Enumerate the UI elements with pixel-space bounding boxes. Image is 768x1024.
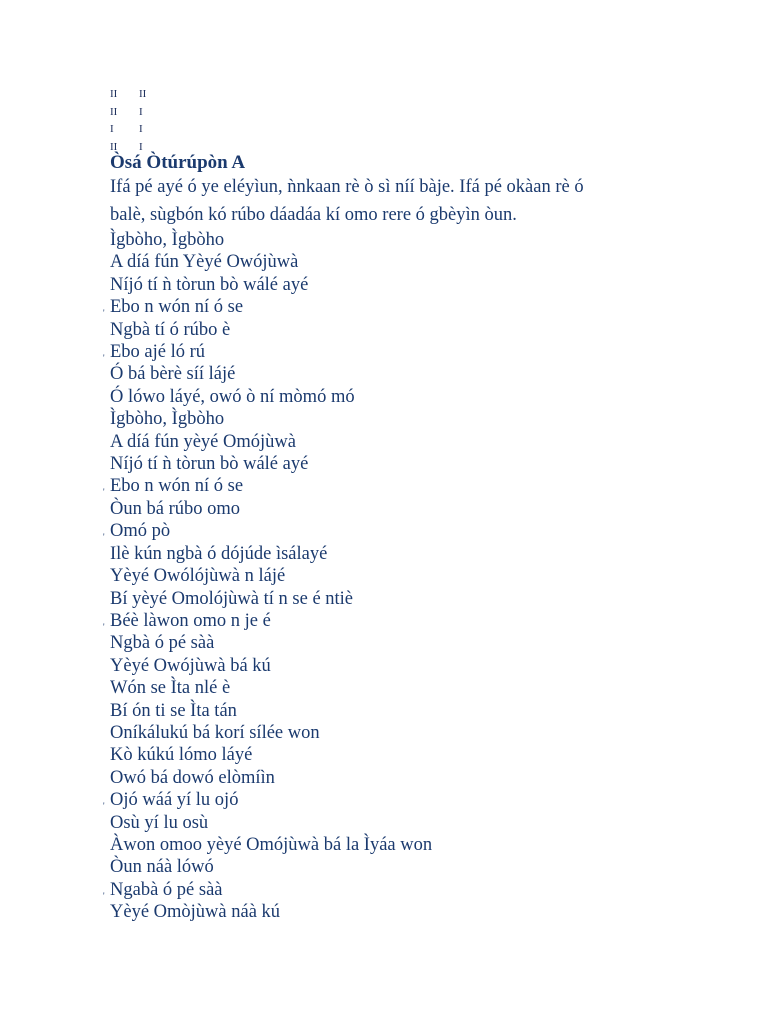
section-heading: Òsá Òtúrúpòn A: [110, 152, 246, 173]
verse-line-text: Yèyé Omòjùwà náà kú: [110, 902, 281, 923]
odu-mark-left: I: [110, 123, 114, 135]
verse-line-text: A díá fún Yèyé Owójùwà: [110, 252, 299, 273]
verse-line-text: Níjó tí ǹ tòrun bò wálé ayé: [110, 454, 309, 475]
verse-line: [110, 363, 432, 385]
verse-line-text: Ó lówo láyé, owó ò ní mòmó mó: [110, 386, 355, 407]
verse-line: [110, 901, 432, 923]
verse-line-text: Àwon omoo yèyé Omójùwà bá la Ìyáa won: [110, 834, 433, 855]
verse-line: [103, 296, 432, 319]
verse-line: [110, 812, 432, 834]
tick-mark-icon: ': [103, 621, 105, 632]
verse-line-text: Ebo ajé ló rú: [110, 342, 206, 363]
verse-line: [110, 251, 432, 273]
verse-line: [110, 565, 432, 587]
verse-line-text: Ìgbòho, Ìgbòho: [110, 230, 225, 250]
verse-line-text: Ngbà tí ó rúbo è: [110, 319, 231, 340]
intro-line: Ifá pé ayé ó ye eléyìun, ǹnkaan rè ò sì níí bàje. Ifá pé okàan rè ó: [110, 177, 584, 197]
odu-mark-left: II: [110, 140, 118, 153]
verse-line: [110, 700, 432, 722]
verse-line: [110, 386, 432, 408]
verse-line: [110, 229, 432, 251]
verse-line-text: Ebo n wón ní ó se: [110, 297, 244, 318]
odu-mark-left: II: [110, 105, 118, 118]
verse-line-text: Oníkálukú bá korí sílée won: [110, 722, 320, 743]
verse-block: [103, 229, 433, 924]
odu-mark-left: II: [110, 88, 118, 100]
verse-line-text: Ebo n wón ní ó se: [110, 476, 244, 497]
verse-line: [103, 520, 432, 543]
odu-mark-right: I: [139, 123, 143, 135]
verse-line-text: Ìgbòho, Ìgbòho: [110, 409, 225, 430]
verse-line: [110, 834, 432, 856]
tick-mark-icon: ': [103, 487, 105, 498]
verse-line: [110, 274, 432, 296]
verse-line-text: Òun bá rúbo omo: [110, 498, 240, 519]
verse-line: [103, 789, 432, 812]
odu-mark-right: I: [139, 105, 143, 118]
verse-line: [110, 319, 432, 341]
verse-line-text: Ilè kún ngbà ó dójúde ìsálayé: [110, 543, 328, 564]
verse-line-text: Owó bá dowó elòmíìn: [110, 767, 275, 788]
verse-line-text: Ngbà ó pé sàà: [110, 633, 215, 654]
verse-line-text: Òun náà lówó: [110, 857, 214, 878]
odu-mark-row: [110, 121, 169, 139]
verse-line: [110, 677, 432, 699]
odu-marks: [110, 86, 169, 156]
verse-line: [110, 431, 432, 453]
verse-line-text: Wón se Ìta nlé è: [110, 678, 231, 699]
verse-line-text: Omó pò: [110, 521, 171, 542]
verse-line-text: Ojó wáá yí lu ojó: [110, 790, 239, 811]
verse-line: [110, 744, 432, 766]
verse-line-text: Ó bá bèrè síí lájé: [110, 364, 236, 385]
verse-line: [110, 856, 432, 878]
odu-mark-right: I: [139, 140, 143, 153]
verse-line-text: Bí ón ti se Ìta tán: [110, 700, 237, 721]
verse-line: [110, 632, 432, 654]
verse-line-text: Níjó tí ǹ tòrun bò wálé ayé: [110, 274, 309, 295]
odu-mark-row: [110, 86, 169, 104]
tick-mark-icon: ': [103, 890, 105, 901]
verse-line: [103, 610, 432, 632]
verse-line-text: A díá fún yèyé Omójùwà: [110, 431, 296, 452]
verse-line-text: Osù yí lu osù: [110, 812, 209, 833]
verse-line: [103, 341, 432, 364]
tick-mark-icon: ': [103, 801, 105, 812]
verse-line-text: Kò kúkú lómo láyé: [110, 745, 253, 766]
verse-line-text: Yèyé Owólójùwà n lájé: [110, 566, 286, 587]
odu-mark-row: [110, 104, 169, 122]
verse-line-text: Béè làwon omo n je é: [110, 610, 271, 631]
verse-line-text: Bí yèyé Omolójùwà tí n se é ntiè: [110, 588, 354, 609]
verse-line-text: Ngabà ó pé sàà: [110, 879, 223, 900]
verse-line: [110, 588, 432, 610]
verse-line: [110, 498, 432, 520]
verse-line: [110, 722, 432, 744]
verse-line: [110, 453, 432, 475]
verse-line: [110, 408, 432, 430]
intro-paragraph: [110, 173, 670, 229]
intro-line: balè, sùgbón kó rúbo dáadáa kí omo rere ó gbèyìn òun.: [110, 205, 517, 225]
verse-line: [110, 655, 432, 677]
verse-line: [110, 543, 432, 565]
verse-line: [103, 879, 432, 901]
verse-line: [103, 475, 432, 498]
verse-line: [110, 767, 432, 789]
tick-mark-icon: ': [103, 308, 105, 319]
verse-line-text: Yèyé Owójùwà bá kú: [110, 655, 271, 676]
odu-mark-right: II: [139, 88, 147, 100]
tick-mark-icon: ': [103, 353, 105, 364]
tick-mark-icon: ': [103, 532, 105, 543]
